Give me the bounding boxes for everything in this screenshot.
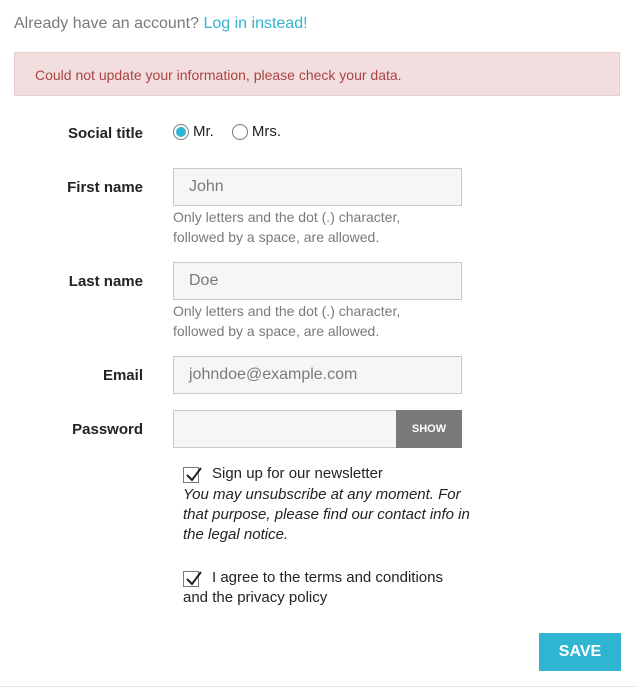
error-alert-message: Could not update your information, please check your data. <box>35 67 402 83</box>
radio-mr[interactable] <box>173 124 189 140</box>
first-name-label: First name <box>67 179 143 196</box>
login-prompt-text: Already have an account? <box>14 15 200 32</box>
social-title-radio-group <box>173 123 299 140</box>
login-prompt <box>14 15 308 33</box>
radio-mrs[interactable] <box>232 124 248 140</box>
terms-label-line2: and the privacy policy <box>183 589 328 606</box>
social-title-label: Social title <box>67 125 143 142</box>
email-label: Email <box>102 367 143 384</box>
email-input[interactable]: johndoe@example.com <box>173 356 462 394</box>
radio-mr-label[interactable]: Mr. <box>193 123 214 140</box>
last-name-input[interactable]: Doe <box>173 262 462 300</box>
first-name-input[interactable]: John <box>173 168 462 206</box>
terms-label-line1[interactable]: I agree to the terms and conditions <box>212 569 443 586</box>
newsletter-note: You may unsubscribe at any moment. For that purpose, please find our contact info in the legal notice. <box>183 486 470 543</box>
checkmark-icon <box>184 569 204 589</box>
first-name-help: Only letters and the dot (.) character, followed by a space, are allowed. <box>173 209 401 245</box>
terms-checkbox[interactable] <box>183 571 199 587</box>
newsletter-label[interactable]: Sign up for our newsletter <box>212 465 383 482</box>
checkmark-icon <box>184 465 204 485</box>
password-input[interactable] <box>173 410 397 448</box>
last-name-label: Last name <box>68 273 143 290</box>
save-button[interactable]: SAVE <box>539 633 621 671</box>
password-label: Password <box>72 421 143 438</box>
footer-divider <box>0 686 636 687</box>
last-name-help: Only letters and the dot (.) character, followed by a space, are allowed. <box>173 303 401 339</box>
newsletter-checkbox[interactable] <box>183 467 199 483</box>
show-password-button[interactable]: SHOW <box>396 410 462 448</box>
login-link[interactable]: Log in instead! <box>203 15 308 32</box>
error-alert <box>14 52 620 96</box>
radio-mrs-label[interactable]: Mrs. <box>251 123 282 140</box>
